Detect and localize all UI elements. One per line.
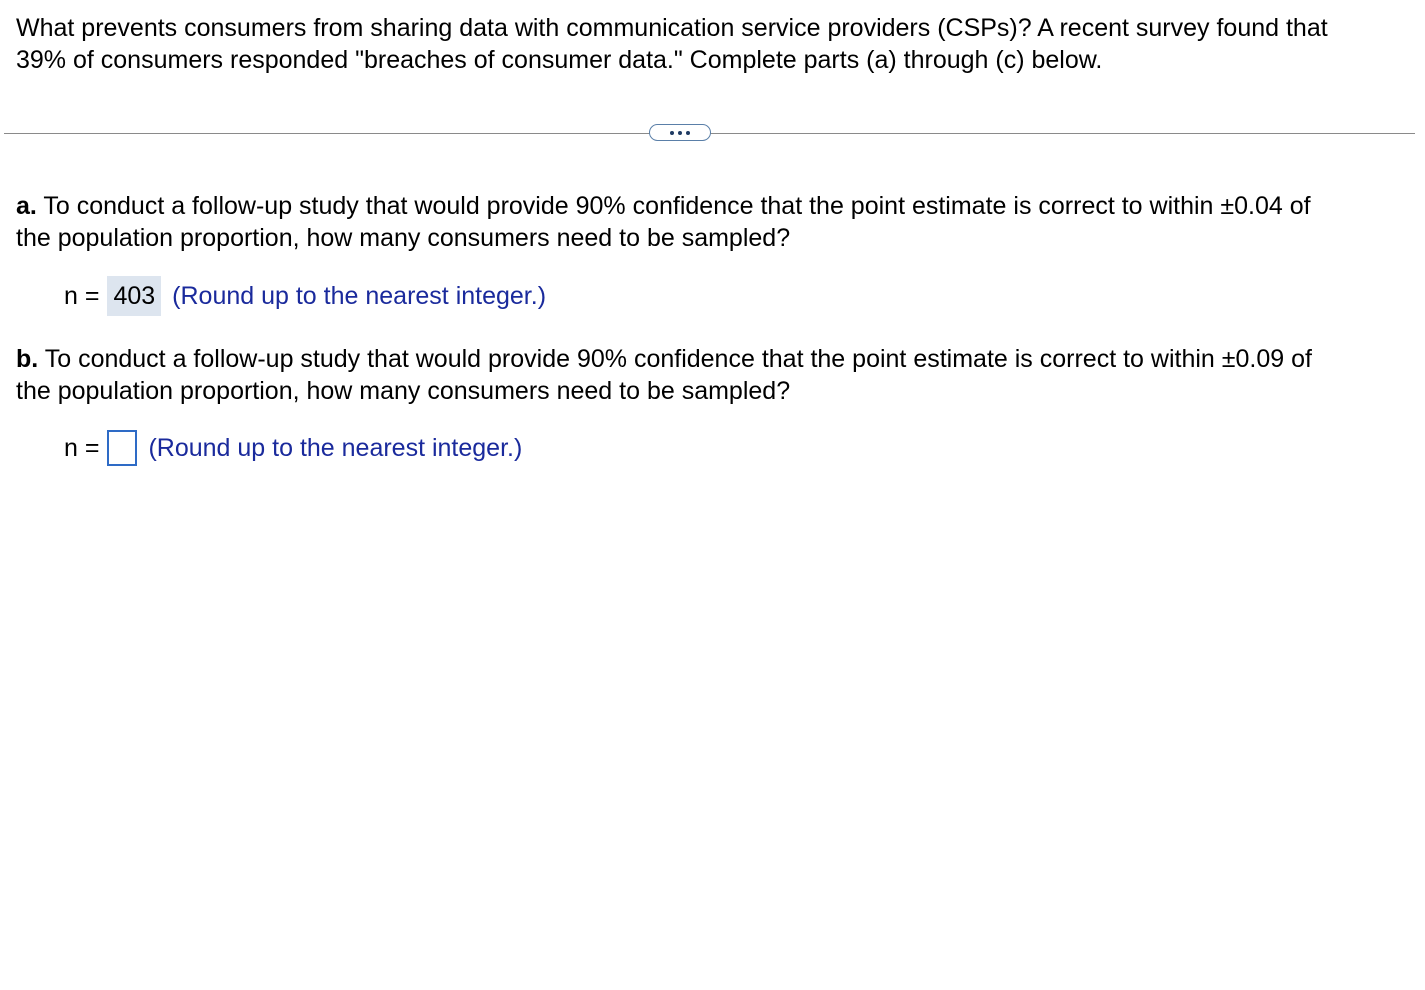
problem-intro bbox=[16, 12, 1406, 76]
question-a-line-1 bbox=[16, 190, 1406, 222]
question-a-line-2: the population proportion, how many consumers need to be sampled? bbox=[16, 224, 791, 252]
answer-b-input[interactable] bbox=[107, 430, 137, 466]
ellipsis-icon bbox=[678, 131, 682, 135]
question-b-line-2: the population proportion, how many consumers need to be sampled? bbox=[16, 377, 791, 405]
question-part-a bbox=[16, 190, 1406, 254]
hint-b: (Round up to the nearest integer.) bbox=[148, 433, 523, 462]
question-part-b bbox=[16, 343, 1406, 407]
question-b-line-1 bbox=[16, 343, 1406, 375]
answer-a-value[interactable]: 403 bbox=[107, 276, 161, 316]
answer-row-a bbox=[64, 276, 546, 316]
expand-more-button[interactable] bbox=[649, 124, 711, 141]
ellipsis-icon bbox=[670, 131, 674, 135]
question-a-text-1: To conduct a follow-up study that would provide 90% confidence that the point estimate is correct to within ±0.04 of bbox=[36, 192, 1311, 220]
part-a-letter: a. bbox=[16, 192, 37, 220]
intro-line-1: What prevents consumers from sharing data with communication service providers (CSPs)? A recent survey found that bbox=[16, 14, 1328, 42]
part-b-letter: b. bbox=[16, 345, 39, 373]
hint-a: (Round up to the nearest integer.) bbox=[172, 281, 547, 310]
intro-line-2: 39% of consumers responded "breaches of consumer data." Complete parts (a) through (c) below. bbox=[16, 46, 1103, 74]
n-label-a: n = bbox=[64, 281, 100, 310]
answer-row-b bbox=[64, 428, 522, 468]
ellipsis-icon bbox=[686, 131, 690, 135]
n-label-b: n = bbox=[64, 433, 100, 462]
question-b-text-1: To conduct a follow-up study that would provide 90% confidence that the point estimate is correct to within ±0.09 of bbox=[38, 345, 1312, 373]
